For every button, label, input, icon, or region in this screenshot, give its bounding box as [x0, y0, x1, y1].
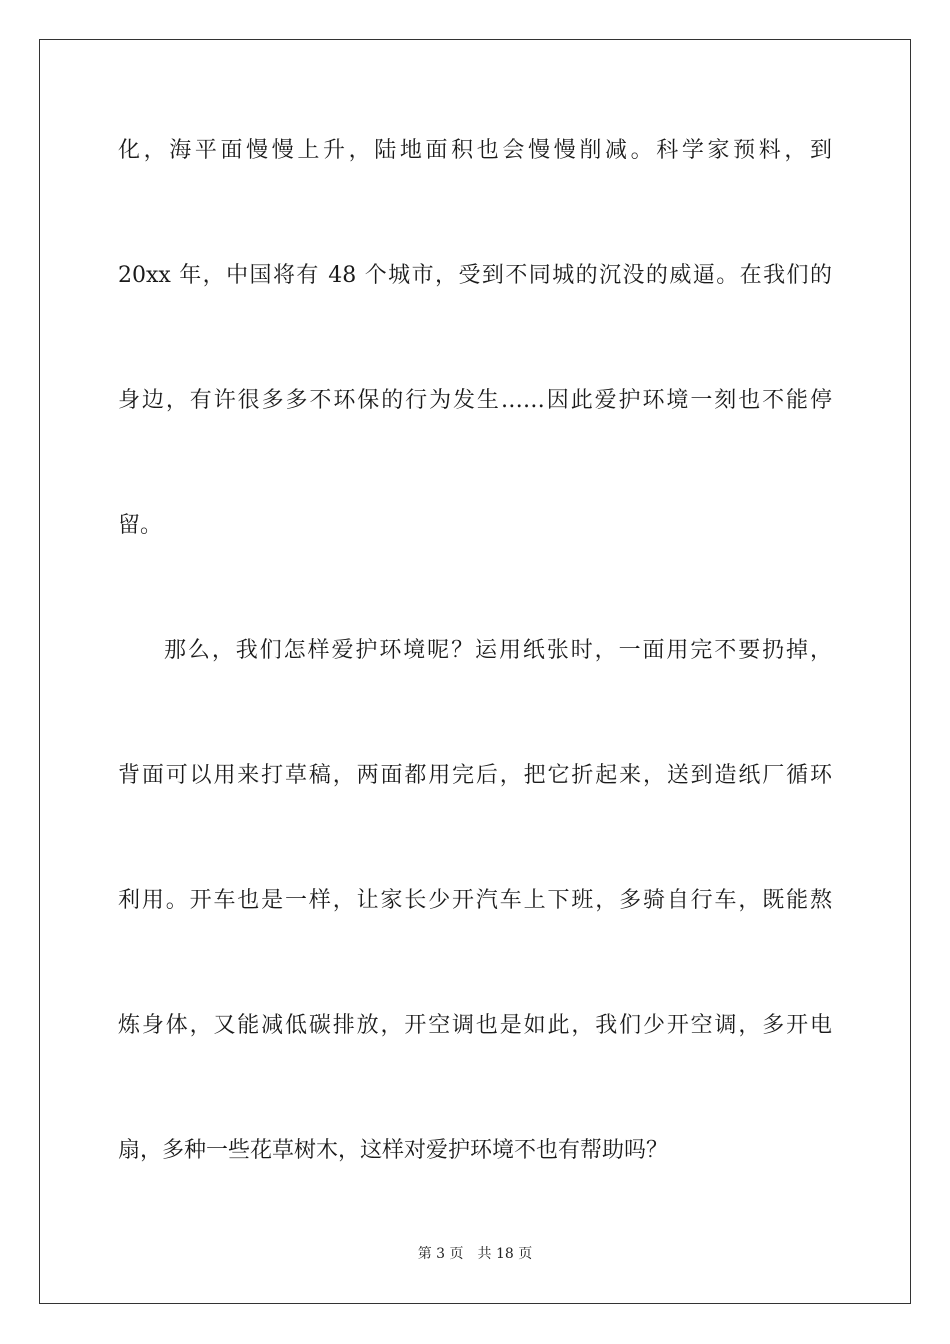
- text-line: 利用。开车也是一样，让家长少开汽车上下班，多骑自行车，既能熬: [118, 888, 832, 913]
- page-number: 第 3 页: [417, 1246, 464, 1262]
- page-border: [39, 39, 911, 1304]
- text-line: 炼身体，又能减低碳排放，开空调也是如此，我们少开空调，多开电: [118, 1013, 832, 1038]
- page-total: 共 18 页: [477, 1246, 533, 1262]
- page-footer: [0, 1244, 950, 1264]
- text-line: 那么，我们怎样爱护环境呢？运用纸张时，一面用完不要扔掉，: [164, 638, 832, 663]
- text-line: 化，海平面慢慢上升，陆地面积也会慢慢削减。科学家预料，到: [118, 138, 832, 163]
- text-line: 20xx 年，中国将有 48 个城市，受到不同城的沉没的威逼。在我们的: [118, 263, 832, 288]
- text-line: 背面可以用来打草稿，两面都用完后，把它折起来，送到造纸厂循环: [118, 763, 832, 788]
- text-line: 留。: [118, 513, 163, 538]
- text-line: 扇，多种一些花草树木，这样对爱护环境不也有帮助吗？: [118, 1138, 669, 1163]
- text-line: 身边，有许很多多不环保的行为发生……因此爱护环境一刻也不能停: [118, 388, 832, 413]
